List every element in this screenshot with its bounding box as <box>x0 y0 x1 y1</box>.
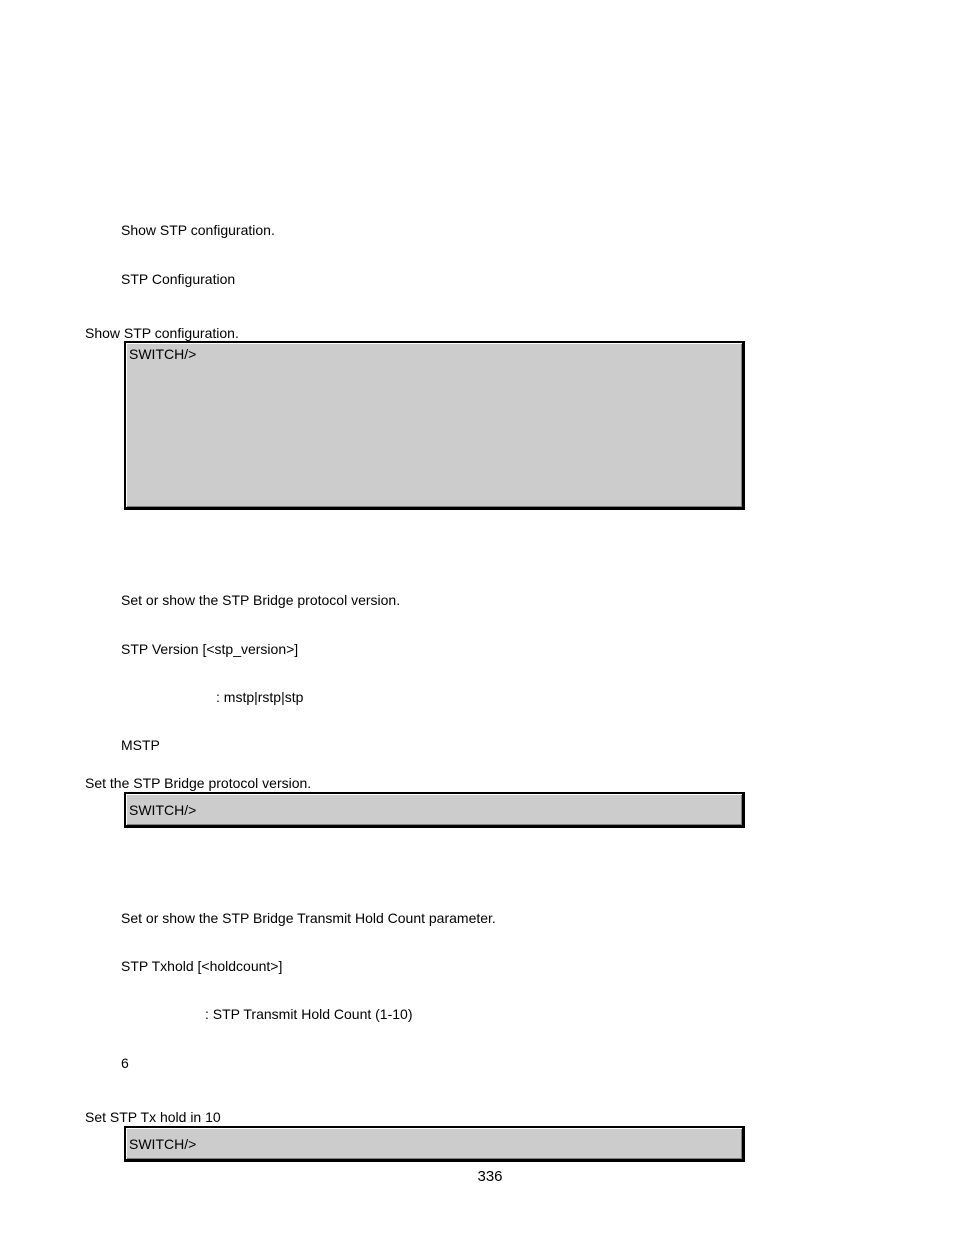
section-2-example-caption: Set the STP Bridge protocol version. <box>85 775 312 791</box>
section-3-syntax: STP Txhold [<holdcount>] <box>121 958 283 974</box>
section-1-console-prompt: SWITCH/> <box>129 346 197 362</box>
page-number: 336 <box>477 1168 503 1185</box>
section-2-parameter: : mstp|rstp|stp <box>216 689 304 705</box>
section-2-default: MSTP <box>121 737 160 753</box>
section-3-example-caption: Set STP Tx hold in 10 <box>85 1109 221 1125</box>
section-3-parameter: : STP Transmit Hold Count (1-10) <box>205 1006 413 1022</box>
section-3-description: Set or show the STP Bridge Transmit Hold Count parameter. <box>121 910 496 926</box>
section-3-console-prompt: SWITCH/> <box>129 1136 197 1152</box>
section-2-console-box <box>124 792 745 828</box>
section-1-console-box <box>124 341 745 510</box>
section-2-description: Set or show the STP Bridge protocol version. <box>121 592 401 608</box>
section-3-console-box <box>124 1126 745 1162</box>
section-2-console-prompt: SWITCH/> <box>129 802 197 818</box>
section-1-example-caption: Show STP configuration. <box>85 325 239 341</box>
section-2-syntax: STP Version [<stp_version>] <box>121 641 299 657</box>
section-3-default: 6 <box>121 1055 129 1071</box>
section-1-description: Show STP configuration. <box>121 222 275 238</box>
section-1-syntax: STP Configuration <box>121 271 236 287</box>
